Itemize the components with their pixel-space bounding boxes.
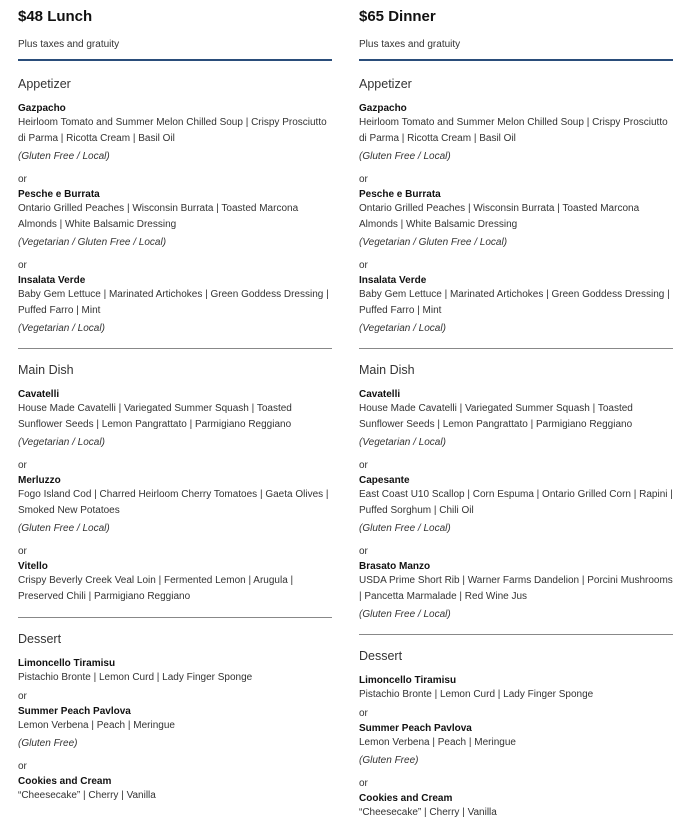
or-separator: or bbox=[359, 460, 368, 471]
section-divider bbox=[359, 348, 673, 349]
menu-item-name: Brasato Manzo bbox=[359, 561, 431, 572]
menu-item-dietary-note: (Vegetarian / Local) bbox=[359, 323, 446, 334]
menu-item-description: House Made Cavatelli | Variegated Summer Squash | Toasted Sunflower Seeds | Lemon Pangrattato | Parmigiano Reggiano bbox=[359, 403, 633, 430]
dinner-title-divider bbox=[359, 59, 673, 61]
menu-item-name: Summer Peach Pavlova bbox=[359, 722, 472, 734]
lunch-main-heading: Main Dish bbox=[18, 363, 74, 377]
or-separator: or bbox=[18, 260, 27, 271]
menu-item-name: Merluzzo bbox=[18, 475, 61, 486]
menu-item-description: “Cheesecake” | Cherry | Vanilla bbox=[18, 790, 156, 801]
menu-item-name: Capesante bbox=[359, 475, 410, 486]
dinner-title: $65 Dinner bbox=[359, 8, 436, 25]
menu-item-name: Gazpacho bbox=[359, 103, 407, 114]
menu-item-name: Gazpacho bbox=[18, 103, 66, 114]
menu-item-description: Baby Gem Lettuce | Marinated Artichokes | Green Goddess Dressing | Puffed Farro | Mint bbox=[359, 289, 670, 316]
menu-item-name: Cookies and Cream bbox=[359, 793, 453, 804]
menu-item-name: Cavatelli bbox=[18, 389, 60, 400]
or-separator: or bbox=[18, 546, 27, 557]
menu-item-dietary-note: (Gluten Free / Local) bbox=[18, 151, 110, 162]
menu-item-description: East Coast U10 Scallop | Corn Espuma | Ontario Grilled Corn | Rapini | Puffed Sorghum | Chili Oil bbox=[359, 489, 673, 516]
or-separator: or bbox=[359, 260, 368, 271]
menu-item-name: Pesche e Burrata bbox=[18, 189, 100, 200]
menu-item-description: USDA Prime Short Rib | Warner Farms Dandelion | Porcini Mushrooms | Pancetta Marmalade | Red Wine Jus bbox=[359, 575, 673, 602]
section-divider bbox=[18, 617, 332, 618]
menu-item-description: Heirloom Tomato and Summer Melon Chilled Soup | Crispy Prosciutto di Parma | Ricotta Cream | Basil Oil bbox=[359, 117, 668, 144]
menu-item-dietary-note: (Vegetarian / Local) bbox=[18, 323, 105, 334]
dinner-main-heading: Main Dish bbox=[359, 363, 415, 377]
or-separator: or bbox=[359, 174, 368, 185]
or-separator: or bbox=[359, 546, 368, 557]
menu-item-description: Ontario Grilled Peaches | Wisconsin Burrata | Toasted Marcona Almonds | White Balsamic Dressing bbox=[18, 203, 299, 230]
lunch-menu-column bbox=[18, 0, 332, 804]
section-divider bbox=[18, 348, 332, 349]
menu-item-description: Fogo Island Cod | Charred Heirloom Cherry Tomatoes | Gaeta Olives | Smoked New Potatoes bbox=[18, 489, 329, 516]
or-separator: or bbox=[18, 761, 27, 772]
menu-item-description: Lemon Verbena | Peach | Meringue bbox=[18, 719, 175, 731]
menu-item-dietary-note: (Gluten Free / Local) bbox=[359, 523, 451, 534]
menu-item-name: Insalata Verde bbox=[18, 275, 86, 286]
or-separator: or bbox=[359, 778, 368, 789]
dinner-subtitle: Plus taxes and gratuity bbox=[359, 39, 461, 50]
menu-item-description: Heirloom Tomato and Summer Melon Chilled Soup | Crispy Prosciutto di Parma | Ricotta Cream | Basil Oil bbox=[18, 117, 327, 144]
dinner-dessert-heading: Dessert bbox=[359, 649, 403, 663]
menu-item-dietary-note: (Gluten Free / Local) bbox=[18, 523, 110, 534]
menu-item-name: Summer Peach Pavlova bbox=[18, 705, 131, 717]
dinner-appetizer-heading: Appetizer bbox=[359, 77, 412, 91]
dinner-menu-column bbox=[359, 0, 673, 821]
menu-item-description: Pistachio Bronte | Lemon Curd | Lady Finger Sponge bbox=[18, 672, 253, 683]
menu-item-name: Limoncello Tiramisu bbox=[359, 675, 457, 686]
lunch-title-divider bbox=[18, 59, 332, 61]
menu-item-dietary-note: (Gluten Free / Local) bbox=[359, 609, 451, 620]
lunch-dessert-heading: Dessert bbox=[18, 632, 62, 646]
menu-item-name: Limoncello Tiramisu bbox=[18, 658, 116, 669]
or-separator: or bbox=[359, 707, 368, 719]
menu-item-dietary-note: (Vegetarian / Gluten Free / Local) bbox=[18, 237, 167, 248]
menu-item-description: Lemon Verbena | Peach | Meringue bbox=[359, 736, 516, 748]
or-separator: or bbox=[18, 690, 27, 702]
menu-item-dietary-note: (Gluten Free / Local) bbox=[359, 151, 451, 162]
menu-item-description: Crispy Beverly Creek Veal Loin | Fermented Lemon | Arugula | Preserved Chili | Parmigiano Reggiano bbox=[18, 575, 294, 602]
menu-item-name: Cavatelli bbox=[359, 389, 401, 400]
lunch-title: $48 Lunch bbox=[18, 8, 93, 25]
menu-item-description: Ontario Grilled Peaches | Wisconsin Burrata | Toasted Marcona Almonds | White Balsamic Dressing bbox=[359, 203, 640, 230]
lunch-appetizer-heading: Appetizer bbox=[18, 77, 71, 91]
menu-item-name: Vitello bbox=[18, 561, 48, 572]
menu-item-dietary-note: (Gluten Free) bbox=[359, 755, 419, 766]
menu-item-description: Pistachio Bronte | Lemon Curd | Lady Finger Sponge bbox=[359, 689, 594, 700]
menu-item-dietary-note: (Vegetarian / Local) bbox=[359, 437, 446, 448]
menu-item-description: “Cheesecake” | Cherry | Vanilla bbox=[359, 807, 497, 818]
menu-item-dietary-note: (Gluten Free) bbox=[18, 738, 78, 749]
menu-item-dietary-note: (Vegetarian / Gluten Free / Local) bbox=[359, 237, 508, 248]
or-separator: or bbox=[18, 460, 27, 471]
menu-item-name: Cookies and Cream bbox=[18, 776, 112, 787]
menu-item-description: House Made Cavatelli | Variegated Summer Squash | Toasted Sunflower Seeds | Lemon Pangrattato | Parmigiano Reggiano bbox=[18, 403, 292, 430]
menu-item-description: Baby Gem Lettuce | Marinated Artichokes | Green Goddess Dressing | Puffed Farro | Mint bbox=[18, 289, 329, 316]
menu-item-dietary-note: (Vegetarian / Local) bbox=[18, 437, 105, 448]
section-divider bbox=[359, 634, 673, 635]
menu-item-name: Insalata Verde bbox=[359, 275, 427, 286]
lunch-subtitle: Plus taxes and gratuity bbox=[18, 39, 120, 50]
menu-item-name: Pesche e Burrata bbox=[359, 189, 441, 200]
or-separator: or bbox=[18, 174, 27, 185]
